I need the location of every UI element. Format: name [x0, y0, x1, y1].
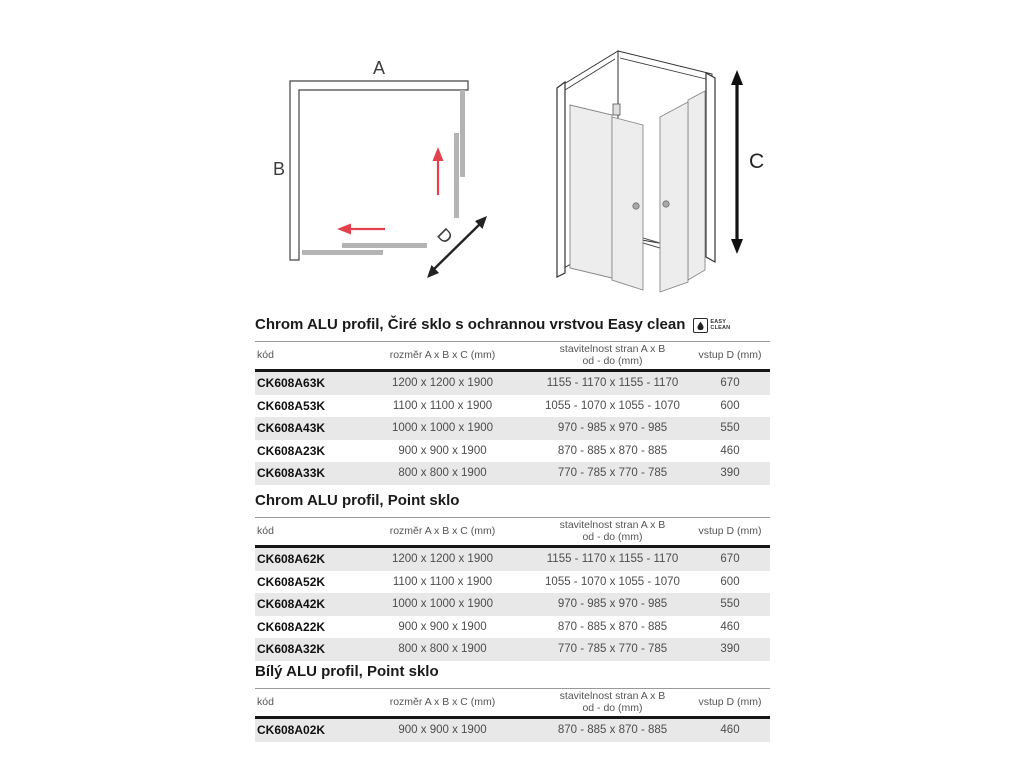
cell-adjust-range: 970 - 985 x 970 - 985 — [557, 422, 668, 435]
header-size: rozměr A x B x C (mm) — [389, 348, 496, 361]
right-wall-profile — [706, 73, 715, 262]
table-row — [255, 638, 770, 661]
cell-adjust-range: 1155 - 1170 x 1155 - 1170 — [546, 377, 679, 390]
spec-section — [255, 492, 770, 661]
cell-entry-width: 550 — [720, 422, 740, 435]
header-entry: vstup D (mm) — [698, 348, 762, 361]
section-title — [255, 316, 770, 334]
left-wall-profile — [557, 82, 565, 277]
header-code: kód — [257, 695, 274, 708]
cell-size: 1000 x 1000 x 1900 — [391, 598, 494, 611]
cell-adjust-range: 770 - 785 x 770 - 785 — [557, 467, 668, 480]
cell-adjust-range: 770 - 785 x 770 - 785 — [557, 643, 668, 656]
cell-product-code: CK608A62K — [257, 552, 326, 567]
sliding-door-bottom — [302, 250, 383, 255]
cell-size: 900 x 900 x 1900 — [398, 444, 487, 457]
cell-entry-width: 670 — [720, 377, 740, 390]
fixed-panel-right — [460, 90, 465, 177]
door-panel-right-rear — [688, 91, 705, 280]
cell-product-code: CK608A32K — [257, 642, 326, 657]
cell-product-code: CK608A02K — [257, 723, 326, 738]
table-row — [255, 462, 770, 485]
dimension-label-b: B — [272, 159, 286, 179]
cell-product-code: CK608A52K — [257, 574, 326, 589]
spec-section — [255, 663, 770, 742]
cell-size: 1100 x 1100 x 1900 — [392, 575, 493, 588]
corner-bracket — [613, 104, 620, 115]
door-handle-left — [633, 203, 639, 209]
header-entry: vstup D (mm) — [698, 524, 762, 537]
table-row — [255, 395, 770, 418]
cell-product-code: CK608A33K — [257, 466, 326, 481]
section-title-text: Chrom ALU profil, Point sklo — [255, 492, 460, 509]
plan-view-diagram — [260, 55, 505, 295]
table-header-row — [255, 341, 770, 372]
dimension-label-a: A — [372, 58, 386, 78]
cell-product-code: CK608A43K — [257, 421, 326, 436]
section-title-text: Chrom ALU profil, Čiré sklo s ochrannou vrstvou Easy clean — [255, 316, 686, 333]
header-range: stavitelnost stran A x B od - do (mm) — [559, 519, 666, 543]
cell-size: 1200 x 1200 x 1900 — [391, 553, 494, 566]
cell-entry-width: 600 — [720, 399, 740, 412]
dimension-label-c: C — [749, 150, 765, 173]
section-title-text: Bílý ALU profil, Point sklo — [255, 663, 439, 680]
height-arrowhead-top — [731, 70, 743, 85]
door-panel-left-rear — [570, 105, 612, 278]
cell-entry-width: 460 — [720, 724, 740, 737]
table-row — [255, 417, 770, 440]
cell-size: 1200 x 1200 x 1900 — [391, 377, 494, 390]
cell-adjust-range: 1055 - 1070 x 1055 - 1070 — [545, 575, 680, 588]
section-title — [255, 663, 770, 681]
cell-size: 800 x 800 x 1900 — [398, 643, 487, 656]
table-row — [255, 548, 770, 571]
header-entry: vstup D (mm) — [698, 695, 762, 708]
water-droplet-icon — [693, 318, 708, 333]
cell-entry-width: 460 — [720, 444, 740, 457]
table-row — [255, 719, 770, 742]
door-handle-right — [663, 201, 669, 207]
cell-entry-width: 670 — [720, 553, 740, 566]
cell-adjust-range: 870 - 885 x 870 - 885 — [557, 724, 668, 737]
cell-size: 900 x 900 x 1900 — [398, 620, 487, 633]
cell-adjust-range: 1155 - 1170 x 1155 - 1170 — [546, 553, 679, 566]
cell-size: 1000 x 1000 x 1900 — [391, 422, 494, 435]
iso-view-diagram — [548, 42, 773, 297]
table-row — [255, 372, 770, 395]
sliding-door-right — [454, 133, 459, 218]
entry-width-arrow — [431, 222, 482, 272]
cell-entry-width: 390 — [720, 643, 740, 656]
header-code: kód — [257, 524, 274, 537]
easy-clean-badge — [693, 318, 730, 333]
header-range: stavitelnost stran A x B od - do (mm) — [559, 343, 666, 367]
threshold-line — [643, 243, 660, 248]
table-header-row — [255, 517, 770, 548]
cell-product-code: CK608A53K — [257, 398, 326, 413]
header-size: rozměr A x B x C (mm) — [389, 524, 496, 537]
table-row — [255, 593, 770, 616]
cell-entry-width: 390 — [720, 467, 740, 480]
height-arrowhead-bottom — [731, 239, 743, 254]
header-range: stavitelnost stran A x B od - do (mm) — [559, 690, 666, 714]
table-row — [255, 440, 770, 463]
door-panel-right-front — [660, 102, 688, 292]
cell-adjust-range: 870 - 885 x 870 - 885 — [557, 444, 668, 457]
table-row — [255, 616, 770, 639]
cell-product-code: CK608A63K — [257, 376, 326, 391]
cell-adjust-range: 1055 - 1070 x 1055 - 1070 — [545, 399, 680, 412]
cell-adjust-range: 970 - 985 x 970 - 985 — [557, 598, 668, 611]
cell-entry-width: 600 — [720, 575, 740, 588]
spec-section — [255, 316, 770, 485]
cell-size: 1100 x 1100 x 1900 — [392, 399, 493, 412]
table-row — [255, 571, 770, 594]
dimension-label-d: D — [433, 224, 457, 248]
cell-product-code: CK608A42K — [257, 597, 326, 612]
cell-adjust-range: 870 - 885 x 870 - 885 — [557, 620, 668, 633]
header-size: rozměr A x B x C (mm) — [389, 695, 496, 708]
cell-entry-width: 550 — [720, 598, 740, 611]
cell-size: 900 x 900 x 1900 — [398, 724, 487, 737]
cell-entry-width: 460 — [720, 620, 740, 633]
section-title — [255, 492, 770, 510]
cell-product-code: CK608A22K — [257, 619, 326, 634]
cell-size: 800 x 800 x 1900 — [398, 467, 487, 480]
header-code: kód — [257, 348, 274, 361]
easy-clean-badge-text: EASY CLEAN — [710, 319, 731, 331]
slide-direction-up-arrowhead — [433, 147, 444, 161]
cell-product-code: CK608A23K — [257, 443, 326, 458]
fixed-panel-bottom — [342, 243, 427, 248]
table-header-row — [255, 688, 770, 719]
slide-direction-left-arrowhead — [337, 224, 351, 235]
